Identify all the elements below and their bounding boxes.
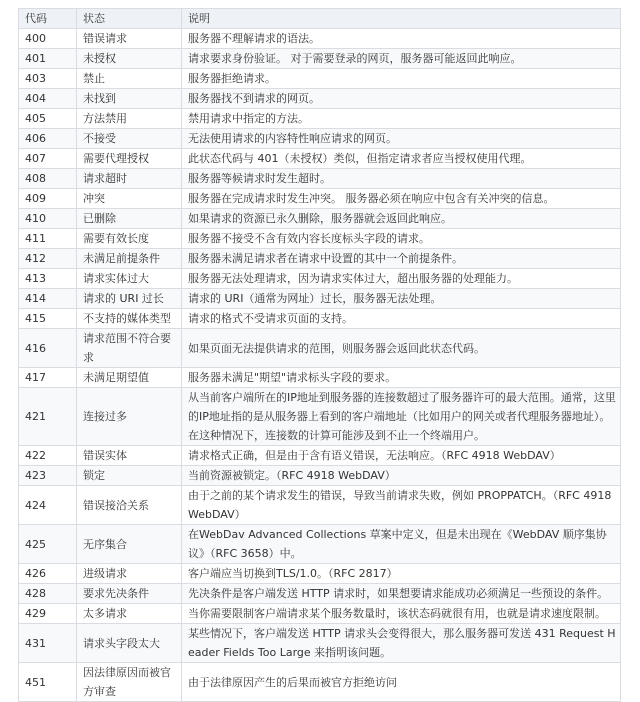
table-row: [19, 209, 621, 229]
cell-status: 进级请求: [77, 564, 182, 584]
table-row: [19, 584, 621, 604]
table-row: [19, 229, 621, 249]
cell-status: 请求实体过大: [77, 269, 182, 289]
cell-code: 451: [19, 663, 77, 702]
table-row: [19, 289, 621, 309]
cell-code: 421: [19, 388, 77, 446]
cell-description: 由于之前的某个请求发生的错误，导致当前请求失败，例如 PROPPATCH。（RFC 4918 WebDAV）: [182, 486, 621, 525]
cell-code: 405: [19, 109, 77, 129]
cell-code: 404: [19, 89, 77, 109]
cell-description: 请求的格式不受请求页面的支持。: [182, 309, 621, 329]
cell-description: 某些情况下，客户端发送 HTTP 请求头会变得很大，那么服务器可发送 431 Request Header Fields Too Large 来指明该问题。: [182, 624, 621, 663]
table-header-row: [19, 9, 621, 29]
cell-status: 请求的 URI 过长: [77, 289, 182, 309]
table-row: [19, 329, 621, 368]
cell-code: 401: [19, 49, 77, 69]
cell-description: 服务器拒绝请求。: [182, 69, 621, 89]
cell-status: 不接受: [77, 129, 182, 149]
table-row: [19, 169, 621, 189]
table-row: [19, 89, 621, 109]
cell-description: 服务器未满足"期望"请求标头字段的要求。: [182, 368, 621, 388]
cell-status: 错误接洽关系: [77, 486, 182, 525]
cell-description: 从当前客户端所在的IP地址到服务器的连接数超过了服务器许可的最大范围。通常，这里的IP地址指的是从服务器上看到的客户端地址（比如用户的网关或者代理服务器地址）。在这种情况下，连接数的计算可能涉及到不止一个终端用户。: [182, 388, 621, 446]
cell-code: 410: [19, 209, 77, 229]
cell-status: 请求头字段太大: [77, 624, 182, 663]
cell-status: 未授权: [77, 49, 182, 69]
table-row: [19, 109, 621, 129]
table-row: [19, 149, 621, 169]
table-row: [19, 269, 621, 289]
cell-description: 服务器不理解请求的语法。: [182, 29, 621, 49]
cell-status: 方法禁用: [77, 109, 182, 129]
cell-code: 422: [19, 446, 77, 466]
header-status: 状态: [77, 9, 182, 29]
cell-status: 锁定: [77, 466, 182, 486]
table-row: [19, 604, 621, 624]
cell-status: 要求先决条件: [77, 584, 182, 604]
cell-description: 禁用请求中指定的方法。: [182, 109, 621, 129]
cell-status: 错误请求: [77, 29, 182, 49]
table-row: [19, 624, 621, 663]
cell-description: 服务器在完成请求时发生冲突。 服务器必须在响应中包含有关冲突的信息。: [182, 189, 621, 209]
cell-code: 413: [19, 269, 77, 289]
cell-description: 先决条件是客户端发送 HTTP 请求时，如果想要请求能成功必须满足一些预设的条件。: [182, 584, 621, 604]
header-description: 说明: [182, 9, 621, 29]
cell-status: 需要代理授权: [77, 149, 182, 169]
cell-description: 由于法律原因产生的后果而被官方拒绝访问: [182, 663, 621, 702]
cell-code: 416: [19, 329, 77, 368]
cell-status: 已删除: [77, 209, 182, 229]
cell-status: 请求范围不符合要求: [77, 329, 182, 368]
cell-description: 服务器未满足请求者在请求中设置的其中一个前提条件。: [182, 249, 621, 269]
cell-code: 424: [19, 486, 77, 525]
cell-status: 未满足期望值: [77, 368, 182, 388]
table-row: [19, 249, 621, 269]
cell-description: 如果请求的资源已永久删除，服务器就会返回此响应。: [182, 209, 621, 229]
cell-code: 428: [19, 584, 77, 604]
table-row: [19, 525, 621, 564]
table-row: [19, 49, 621, 69]
table-row: [19, 189, 621, 209]
cell-description: 客户端应当切换到TLS/1.0。（RFC 2817）: [182, 564, 621, 584]
cell-code: 417: [19, 368, 77, 388]
cell-status: 连接过多: [77, 388, 182, 446]
cell-status: 冲突: [77, 189, 182, 209]
cell-description: 当前资源被锁定。（RFC 4918 WebDAV）: [182, 466, 621, 486]
cell-code: 407: [19, 149, 77, 169]
cell-code: 429: [19, 604, 77, 624]
table-body: [19, 29, 621, 702]
cell-status: 未满足前提条件: [77, 249, 182, 269]
cell-code: 400: [19, 29, 77, 49]
cell-status: 不支持的媒体类型: [77, 309, 182, 329]
header-code: 代码: [19, 9, 77, 29]
cell-code: 411: [19, 229, 77, 249]
cell-status: 需要有效长度: [77, 229, 182, 249]
cropped-caption-strip: [0, 0, 640, 8]
cell-description: 无法使用请求的内容特性响应请求的网页。: [182, 129, 621, 149]
cell-description: 请求要求身份验证。 对于需要登录的网页，服务器可能返回此响应。: [182, 49, 621, 69]
cell-code: 426: [19, 564, 77, 584]
cell-status: 因法律原因而被官方审查: [77, 663, 182, 702]
cell-code: 408: [19, 169, 77, 189]
cell-code: 406: [19, 129, 77, 149]
cell-status: 无序集合: [77, 525, 182, 564]
table-row: [19, 368, 621, 388]
cell-status: 请求超时: [77, 169, 182, 189]
cell-code: 412: [19, 249, 77, 269]
cell-status: 禁止: [77, 69, 182, 89]
table-row: [19, 388, 621, 446]
cell-code: 414: [19, 289, 77, 309]
cell-description: 在WebDav Advanced Collections 草案中定义，但是未出现在《WebDAV 顺序集协议》（RFC 3658）中。: [182, 525, 621, 564]
cell-code: 425: [19, 525, 77, 564]
cell-status: 错误实体: [77, 446, 182, 466]
cell-description: 服务器等候请求时发生超时。: [182, 169, 621, 189]
table-row: [19, 29, 621, 49]
status-code-table: [18, 8, 621, 702]
cell-description: 请求格式正确，但是由于含有语义错误，无法响应。（RFC 4918 WebDAV）: [182, 446, 621, 466]
table-row: [19, 129, 621, 149]
table-row: [19, 466, 621, 486]
cell-description: 服务器找不到请求的网页。: [182, 89, 621, 109]
cell-code: 431: [19, 624, 77, 663]
cell-description: 如果页面无法提供请求的范围，则服务器会返回此状态代码。: [182, 329, 621, 368]
cell-code: 415: [19, 309, 77, 329]
table-row: [19, 564, 621, 584]
table-row: [19, 446, 621, 466]
cell-description: 请求的 URI（通常为网址）过长，服务器无法处理。: [182, 289, 621, 309]
cell-code: 403: [19, 69, 77, 89]
table-row: [19, 309, 621, 329]
cell-code: 409: [19, 189, 77, 209]
cell-status: 未找到: [77, 89, 182, 109]
table-row: [19, 486, 621, 525]
cell-code: 423: [19, 466, 77, 486]
cell-description: 当你需要限制客户端请求某个服务数量时，该状态码就很有用，也就是请求速度限制。: [182, 604, 621, 624]
cell-description: 此状态代码与 401（未授权）类似，但指定请求者应当授权使用代理。: [182, 149, 621, 169]
table-row: [19, 69, 621, 89]
cell-status: 太多请求: [77, 604, 182, 624]
cell-description: 服务器无法处理请求，因为请求实体过大，超出服务器的处理能力。: [182, 269, 621, 289]
cell-description: 服务器不接受不含有效内容长度标头字段的请求。: [182, 229, 621, 249]
